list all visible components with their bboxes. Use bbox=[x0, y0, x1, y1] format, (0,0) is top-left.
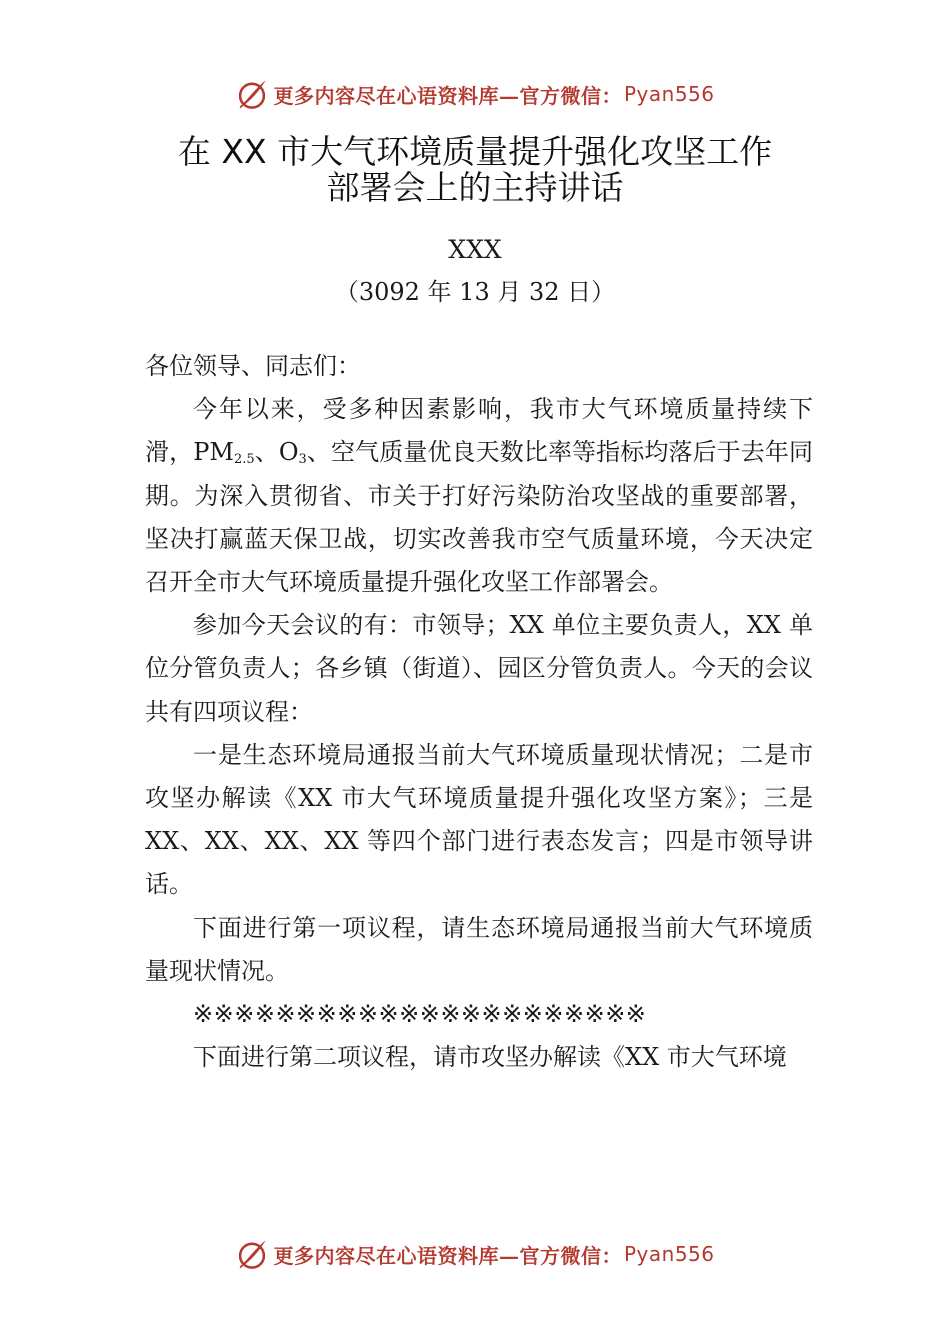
document-body bbox=[145, 345, 813, 1079]
paragraph-1 bbox=[145, 388, 813, 604]
quill-logo-icon bbox=[235, 77, 269, 111]
title-line-1: 在 XX 市大气环境质量提升强化攻坚工作 bbox=[177, 132, 773, 171]
paragraph-1-text-a: 今年以来，受多种因素影响，我市大气环境质量持续下滑，PM bbox=[145, 395, 813, 467]
watermark-wechat-id: Pyan556 bbox=[623, 82, 715, 106]
watermark-bottom bbox=[0, 1234, 950, 1274]
paragraph-2: 参加今天会议的有：市领导；XX 单位主要负责人，XX 单位分管负责人；各乡镇（街道）、园区分管负责人。今天的会议共有四项议程： bbox=[145, 611, 813, 726]
o3-subscript: 3 bbox=[298, 452, 307, 468]
paragraph-1-text-c: 、空气质量优良天数比率等指标均落后于去年同期。为深入贯彻省、市关于打好污染防治攻坚战的重要部署，坚决打赢蓝天保卫战，切实改善我市空气质量环境，今天决定召开全市大气环境质量提升强化攻坚工作部署会。 bbox=[145, 438, 813, 597]
quill-logo-icon bbox=[235, 1237, 269, 1271]
paragraph-1-text-b: 、O bbox=[254, 438, 299, 467]
watermark-top bbox=[0, 74, 950, 114]
watermark-text: 更多内容尽在心语资料库—官方微信： bbox=[273, 1243, 622, 1268]
date: （3092 年 13 月 32 日） bbox=[334, 278, 616, 306]
paragraph-3: 一是生态环境局通报当前大气环境质量现状情况；二是市攻坚办解读《XX 市大气环境质量提升强化攻坚方案》；三是 XX、XX、XX、XX 等四个部门进行表态发言；四是市领导讲话。 bbox=[145, 740, 813, 899]
author: XXX bbox=[448, 235, 502, 264]
title-line-2: 部署会上的主持讲话 bbox=[326, 168, 624, 207]
salutation: 各位领导、同志们： bbox=[145, 352, 361, 380]
separator: ※※※※※※※※※※※※※※※※※※※※※※ bbox=[193, 1000, 647, 1029]
watermark-wechat-id: Pyan556 bbox=[623, 1242, 715, 1266]
paragraph-5: 下面进行第二项议程，请市攻坚办解读《XX 市大气环境 bbox=[193, 1043, 787, 1072]
document-title bbox=[100, 134, 850, 206]
pm25-subscript: 2.5 bbox=[233, 452, 255, 468]
paragraph-4: 下面进行第一项议程，请生态环境局通报当前大气环境质量现状情况。 bbox=[145, 913, 813, 985]
watermark-text: 更多内容尽在心语资料库—官方微信： bbox=[273, 83, 622, 108]
